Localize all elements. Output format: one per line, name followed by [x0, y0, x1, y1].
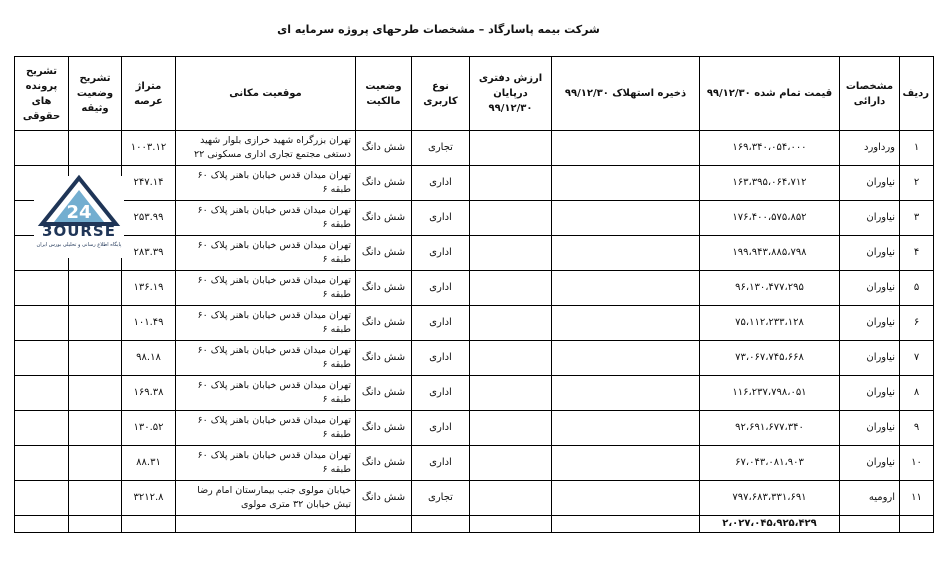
cell-location: تهران میدان قدس خیابان باهنر پلاک ۶۰ طبقه ۶: [176, 341, 356, 376]
cell-name: نیاوران: [840, 201, 900, 236]
total-value: ۲،۰۲۷،۰۴۵،۹۲۵،۴۲۹: [700, 516, 840, 533]
cell-price: ۱۶۳،۳۹۵،۰۶۴،۷۱۲: [700, 166, 840, 201]
cell-location: تهران میدان قدس خیابان باهنر پلاک ۶۰ طبقه ۶: [176, 411, 356, 446]
header-row: [15, 57, 934, 131]
cell-book: [470, 376, 552, 411]
total-cell-area: [122, 516, 176, 533]
table-row: [15, 341, 934, 376]
cell-area: ۲۴۷.۱۴: [122, 166, 176, 201]
cell-idx: ۸: [900, 376, 934, 411]
cell-usage: اداری: [412, 236, 470, 271]
cell-ownership: شش دانگ: [356, 271, 412, 306]
cell-location: تهران میدان قدس خیابان باهنر پلاک ۶۰ طبقه ۶: [176, 376, 356, 411]
cell-legal: [15, 306, 69, 341]
cell-ownership: شش دانگ: [356, 131, 412, 166]
header-price: قیمت تمام شده ۹۹/۱۲/۳۰: [700, 57, 840, 131]
cell-doc: [69, 446, 122, 481]
total-row: [15, 516, 934, 533]
cell-book: [470, 131, 552, 166]
cell-idx: ۱۱: [900, 481, 934, 516]
cell-location: تهران میدان قدس خیابان باهنر پلاک ۶۰ طبقه ۶: [176, 166, 356, 201]
cell-book: [470, 271, 552, 306]
cell-usage: اداری: [412, 341, 470, 376]
cell-idx: ۱۰: [900, 446, 934, 481]
cell-reserve: [552, 306, 700, 341]
header-location: موقعیت مکانی: [176, 57, 356, 131]
cell-usage: اداری: [412, 271, 470, 306]
cell-usage: اداری: [412, 446, 470, 481]
cell-location: تهران میدان قدس خیابان باهنر پلاک ۶۰ طبقه ۶: [176, 271, 356, 306]
cell-price: ۷۵،۱۱۲،۲۳۳،۱۲۸: [700, 306, 840, 341]
cell-area: ۱۰۱.۴۹: [122, 306, 176, 341]
cell-idx: ۷: [900, 341, 934, 376]
cell-name: نیاوران: [840, 446, 900, 481]
table-row: [15, 271, 934, 306]
cell-usage: اداری: [412, 411, 470, 446]
cell-reserve: [552, 341, 700, 376]
table-row: [15, 166, 934, 201]
cell-price: ۱۹۹،۹۴۳،۸۸۵،۷۹۸: [700, 236, 840, 271]
table-row: [15, 411, 934, 446]
cell-area: ۱۳۶.۱۹: [122, 271, 176, 306]
cell-reserve: [552, 271, 700, 306]
cell-usage: اداری: [412, 306, 470, 341]
cell-area: ۱۰۰۳.۱۲: [122, 131, 176, 166]
cell-idx: ۹: [900, 411, 934, 446]
cell-ownership: شش دانگ: [356, 166, 412, 201]
header-book: ارزش دفتری درپایان ۹۹/۱۲/۳۰: [470, 57, 552, 131]
cell-idx: ۴: [900, 236, 934, 271]
cell-name: نیاوران: [840, 376, 900, 411]
cell-idx: ۳: [900, 201, 934, 236]
cell-doc: [69, 411, 122, 446]
cell-location: خیابان مولوی جنب بیمارستان امام رضا تیش خیابان ۳۲ متری مولوی: [176, 481, 356, 516]
cell-name: ورداورد: [840, 131, 900, 166]
cell-area: ۹۸.۱۸: [122, 341, 176, 376]
cell-book: [470, 341, 552, 376]
cell-ownership: شش دانگ: [356, 411, 412, 446]
cell-usage: تجاری: [412, 481, 470, 516]
cell-price: ۷۳،۰۶۷،۷۴۵،۶۶۸: [700, 341, 840, 376]
cell-area: ۲۸۳.۳۹: [122, 236, 176, 271]
cell-area: ۸۸.۳۱: [122, 446, 176, 481]
cell-doc: [69, 131, 122, 166]
table-row: [15, 201, 934, 236]
cell-name: نیاوران: [840, 306, 900, 341]
header-idx: ردیف: [900, 57, 934, 131]
cell-book: [470, 411, 552, 446]
header-area: متراژ عرصه: [122, 57, 176, 131]
cell-price: ۶۷،۰۴۳،۰۸۱،۹۰۳: [700, 446, 840, 481]
header-name: مشخصات دارائی: [840, 57, 900, 131]
cell-reserve: [552, 376, 700, 411]
page-title: شرکت بیمه پاسارگاد – مشخصات طرحهای پروژه سرمایه ای: [277, 23, 600, 36]
cell-location: تهران میدان قدس خیابان باهنر پلاک ۶۰ طبقه ۶: [176, 236, 356, 271]
cell-book: [470, 166, 552, 201]
total-cell-name: [840, 516, 900, 533]
total-cell-legal: [15, 516, 69, 533]
cell-legal: [15, 376, 69, 411]
cell-legal: [15, 341, 69, 376]
total-cell-location: [176, 516, 356, 533]
total-cell-reserve: [552, 516, 700, 533]
cell-price: ۱۷۶،۴۰۰،۵۷۵،۸۵۲: [700, 201, 840, 236]
cell-name: ارومیه: [840, 481, 900, 516]
bourse-logo: [34, 176, 124, 258]
cell-book: [470, 306, 552, 341]
bourse-logo-icon: [34, 176, 124, 226]
cell-legal: [15, 411, 69, 446]
cell-book: [470, 201, 552, 236]
cell-price: ۷۹۷،۶۸۳،۳۳۱،۶۹۱: [700, 481, 840, 516]
total-cell-usage: [412, 516, 470, 533]
cell-book: [470, 446, 552, 481]
total-cell-idx: [900, 516, 934, 533]
cell-location: تهران میدان قدس خیابان باهنر پلاک ۶۰ طبقه ۶: [176, 306, 356, 341]
cell-reserve: [552, 411, 700, 446]
cell-doc: [69, 306, 122, 341]
total-cell-ownership: [356, 516, 412, 533]
cell-idx: ۲: [900, 166, 934, 201]
header-doc: تشریح وضعیت وثیقه: [69, 57, 122, 131]
cell-price: ۱۶۹،۳۴۰،۰۵۴،۰۰۰: [700, 131, 840, 166]
cell-area: ۳۲۱۲.۸: [122, 481, 176, 516]
cell-usage: اداری: [412, 376, 470, 411]
cell-doc: [69, 376, 122, 411]
table-row: [15, 236, 934, 271]
cell-ownership: شش دانگ: [356, 341, 412, 376]
cell-location: تهران بزرگراه شهید خرازی بلوار شهید دستغی مجتمع تجاری اداری مسکونی ۲۲: [176, 131, 356, 166]
cell-ownership: شش دانگ: [356, 306, 412, 341]
cell-idx: ۵: [900, 271, 934, 306]
table-row: [15, 376, 934, 411]
total-cell-doc: [69, 516, 122, 533]
header-ownership: وضعیت مالکیت: [356, 57, 412, 131]
header-legal: تشریح پرونده های حقوقی: [15, 57, 69, 131]
cell-name: نیاوران: [840, 271, 900, 306]
cell-name: نیاوران: [840, 236, 900, 271]
header-reserve: ذخیره استهلاک ۹۹/۱۲/۳۰: [552, 57, 700, 131]
cell-price: ۹۶،۱۳۰،۴۷۷،۲۹۵: [700, 271, 840, 306]
cell-legal: [15, 481, 69, 516]
cell-book: [470, 481, 552, 516]
cell-reserve: [552, 131, 700, 166]
header-usage: نوع کاربری: [412, 57, 470, 131]
cell-legal: [15, 271, 69, 306]
cell-location: تهران میدان قدس خیابان باهنر پلاک ۶۰ طبقه ۶: [176, 201, 356, 236]
cell-usage: تجاری: [412, 131, 470, 166]
cell-reserve: [552, 236, 700, 271]
cell-doc: [69, 481, 122, 516]
cell-legal: [15, 131, 69, 166]
cell-ownership: شش دانگ: [356, 376, 412, 411]
logo-subtitle: پایگاه اطلاع رسانی و تحلیلی بورس ایران: [36, 242, 122, 248]
cell-area: ۱۳۰.۵۲: [122, 411, 176, 446]
cell-name: نیاوران: [840, 411, 900, 446]
cell-reserve: [552, 481, 700, 516]
cell-usage: اداری: [412, 201, 470, 236]
cell-reserve: [552, 166, 700, 201]
cell-ownership: شش دانگ: [356, 446, 412, 481]
cell-name: نیاوران: [840, 166, 900, 201]
svg-text:24: 24: [66, 202, 92, 223]
cell-legal: [15, 446, 69, 481]
cell-location: تهران میدان قدس خیابان باهنر پلاک ۶۰ طبقه ۶: [176, 446, 356, 481]
cell-ownership: شش دانگ: [356, 236, 412, 271]
cell-reserve: [552, 201, 700, 236]
logo-text: 3OURSE: [42, 222, 116, 240]
table-row: [15, 446, 934, 481]
total-cell-book: [470, 516, 552, 533]
cell-doc: [69, 341, 122, 376]
cell-doc: [69, 271, 122, 306]
cell-area: ۲۵۳.۹۹: [122, 201, 176, 236]
cell-book: [470, 236, 552, 271]
cell-name: نیاوران: [840, 341, 900, 376]
cell-ownership: شش دانگ: [356, 481, 412, 516]
cell-price: ۱۱۶،۲۳۷،۷۹۸،۰۵۱: [700, 376, 840, 411]
cell-usage: اداری: [412, 166, 470, 201]
table-row: [15, 131, 934, 166]
cell-price: ۹۲،۶۹۱،۶۷۷،۳۴۰: [700, 411, 840, 446]
cell-idx: ۱: [900, 131, 934, 166]
table-row: [15, 306, 934, 341]
cell-ownership: شش دانگ: [356, 201, 412, 236]
cell-idx: ۶: [900, 306, 934, 341]
cell-reserve: [552, 446, 700, 481]
cell-area: ۱۶۹.۳۸: [122, 376, 176, 411]
projects-table: [14, 56, 934, 533]
table-row: [15, 481, 934, 516]
